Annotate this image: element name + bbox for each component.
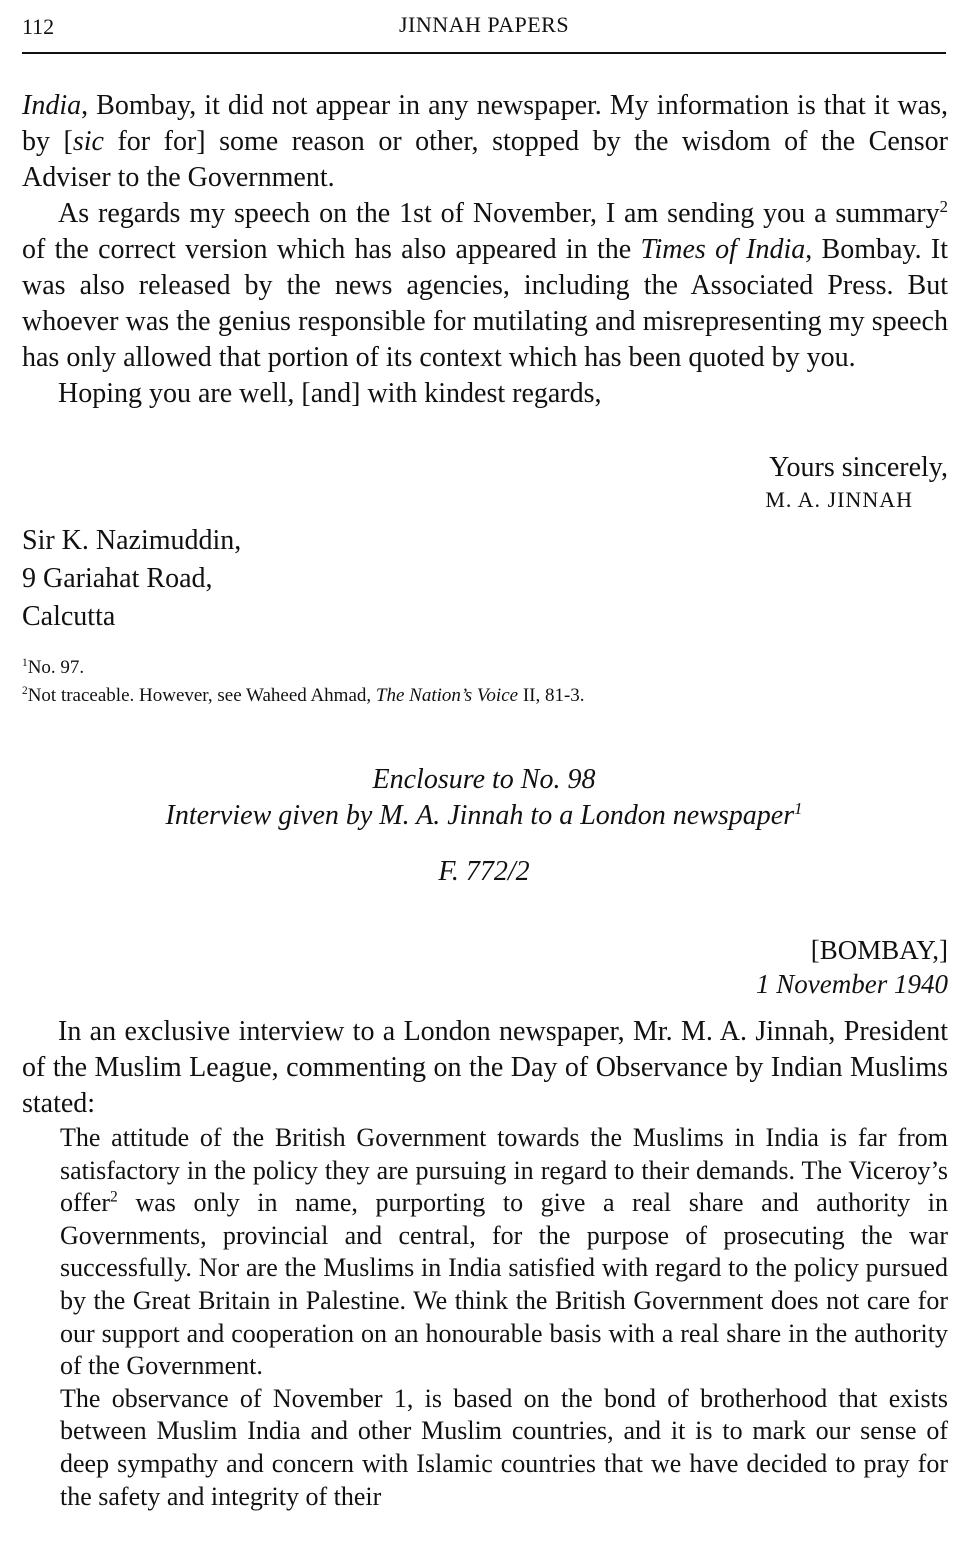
italic-sic: sic	[72, 126, 104, 157]
address-line-1: Sir K. Nazimuddin,	[22, 525, 242, 556]
page-number: 112	[22, 14, 55, 39]
letter-body	[22, 88, 948, 412]
quote-paragraph-2: The observance of November 1, is based on the bond of brotherhood that exists between Muslim India and other Muslim countries, and it is to mark our sense of deep sympathy and concern with Islamic countries that we have decided to pray for the safety and integrity of their	[60, 1383, 948, 1511]
letter-signature: M. A. JINNAH	[765, 487, 913, 512]
letter-paragraph-3: Hoping you are well, [and] with kindest regards,	[58, 378, 602, 409]
place: [BOMBAY,]	[810, 935, 948, 965]
letter-closing: Yours sincerely,	[769, 452, 948, 483]
footnotes	[22, 654, 585, 710]
footnote-ref-2: 2	[939, 196, 948, 216]
enclosure-heading	[0, 762, 968, 890]
page-header	[22, 12, 946, 42]
date: 1 November 1940	[756, 969, 948, 999]
footnote-ref-1: 1	[794, 798, 803, 818]
address-line-2: 9 Gariahat Road,	[22, 563, 213, 594]
letter-paragraph-2: As regards my speech on the 1st of November, I am sending you a summary$^2$ of the correct version which has also appeared in the Times of India, Bombay. It was also released by the news agencies, including the Associated Press. But whoever was the genius responsible for mutilating and misrepresenting my speech has only allowed that portion of its context which has been quoted by you.	[22, 196, 948, 373]
running-head: JINNAH PAPERS	[398, 12, 570, 37]
interview-quote	[60, 1122, 948, 1513]
footnote-2: $^2$Not traceable. However, see Waheed Ahmad, The Nation’s Voice II, 81-3.	[22, 685, 585, 706]
address-line-3: Calcutta	[22, 601, 116, 632]
letter-address	[22, 522, 241, 636]
enclosure-title: Enclosure to No. 98	[372, 764, 596, 795]
interview-intro: In an exclusive interview to a London newspaper, Mr. M. A. Jinnah, President of the Muslim League, commenting on the Day of Observance by Indian Muslims stated:	[22, 1016, 948, 1119]
italic-india: India	[22, 90, 82, 121]
file-reference: F. 772/2	[438, 856, 530, 887]
footnote-1: $^1$No. 97.	[22, 657, 85, 678]
place-date	[756, 933, 948, 1001]
letter-paragraph-1: India, Bombay, it did not appear in any newspaper. My information is that it was, by [sic for for] some reason or other, stopped by the wisdom of the Censor Adviser to the Government.	[22, 90, 948, 193]
footnote-ref-2b: 2	[110, 1188, 118, 1206]
enclosure-subtitle: Interview given by M. A. Jinnah to a London newspaper$^1$	[165, 798, 803, 831]
italic-times-of-india: Times of India	[640, 234, 806, 265]
quote-paragraph-1: The attitude of the British Government towards the Muslims in India is far from satisfactory in the policy they are pursuing in regard to their demands. The Viceroy’s offer$^2$ was only in name, purporting to give a real share and authority in Governments, provincial and central, for the purpose of prosecuting the war successfully. Nor are the Muslims in India satisfied with regard to the policy pursued by the Great Britain in Palestine. We think the British Government does not care for our support and cooperation on an honourable basis with a real share in the authority of the Government.	[60, 1123, 948, 1381]
header-rule	[22, 52, 946, 54]
